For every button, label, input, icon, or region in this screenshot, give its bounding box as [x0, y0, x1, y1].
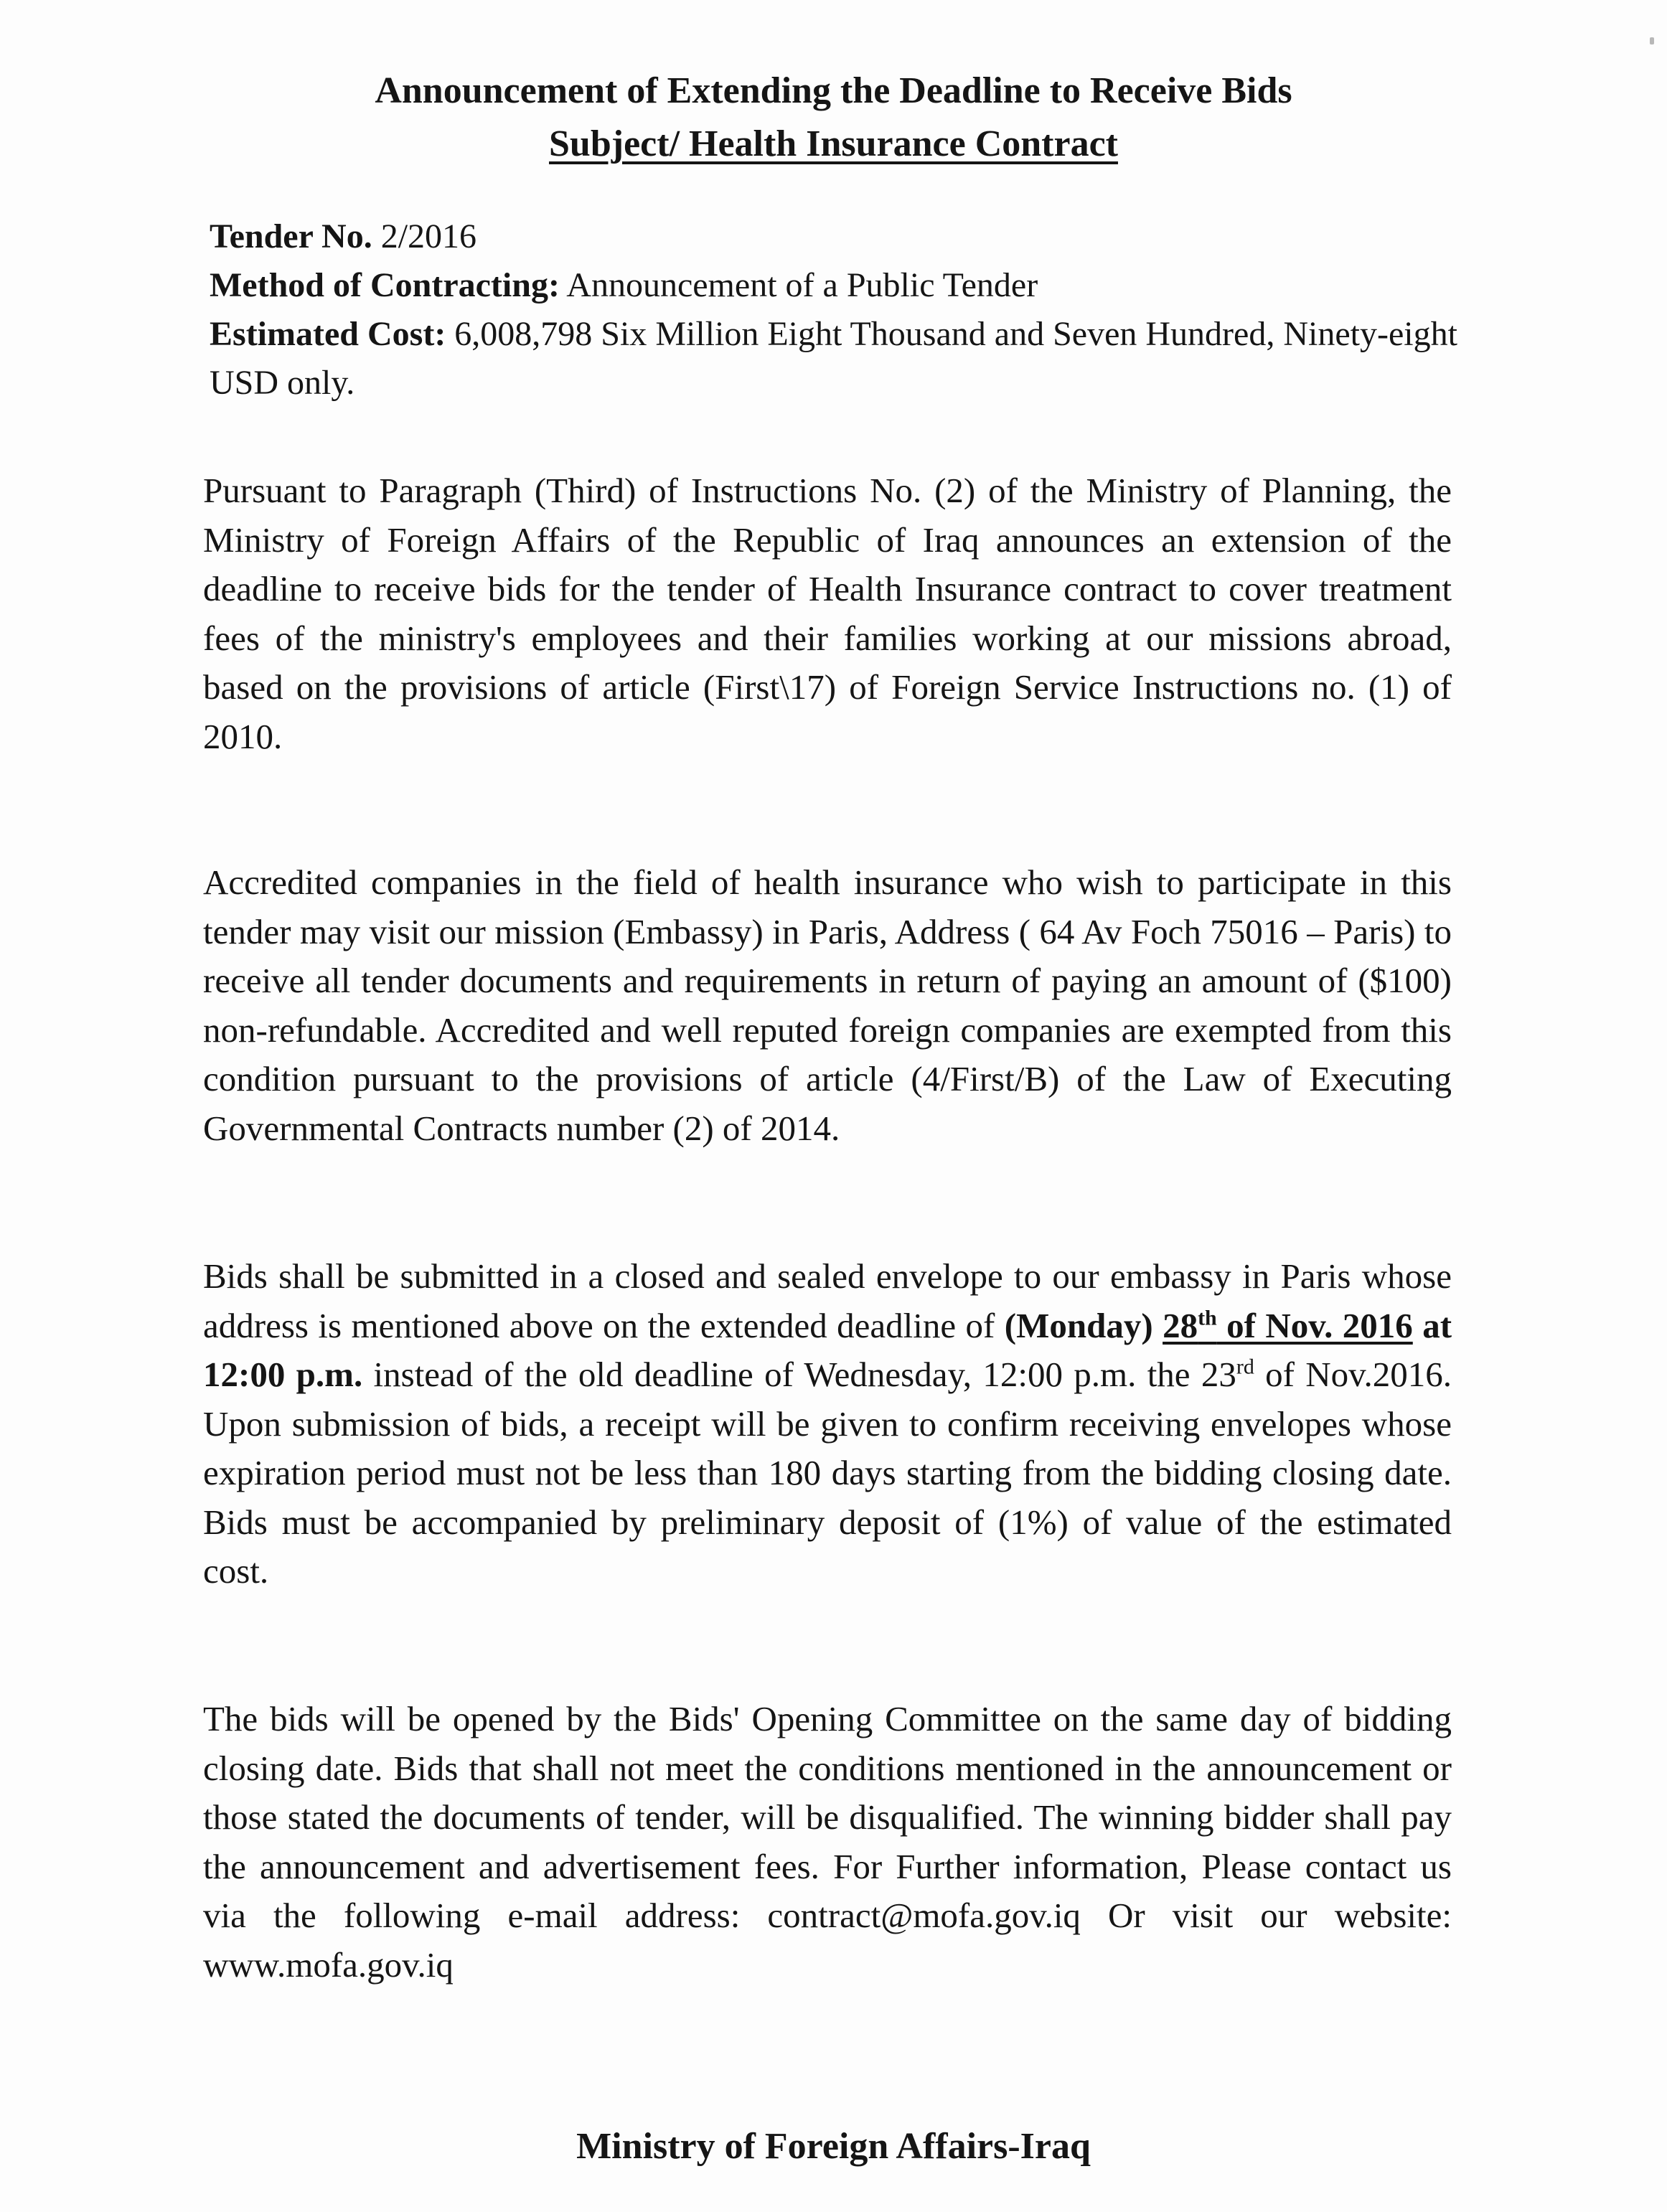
method-value: Announcement of a Public Tender: [566, 266, 1038, 304]
submission-intro: Bids shall be submitted in a closed and sealed envelope to our embassy in Paris whose address is mentioned above on the extended deadline of: [203, 1256, 1452, 1345]
method-label: Method of Contracting:: [210, 266, 560, 304]
cost-value: 6,008,798 Six Million Eight Thousand and Seven Hundred, Ninety-eight USD only.: [210, 315, 1457, 402]
deadline-date-day: 28: [1163, 1305, 1198, 1345]
cost-label: Estimated Cost:: [210, 315, 446, 353]
deadline-date-rest: of Nov. 2016: [1216, 1305, 1413, 1345]
scan-speck: [1650, 37, 1654, 44]
tender-number-value: 2/2016: [380, 217, 477, 255]
tender-number-label: Tender No.: [210, 217, 372, 255]
tender-details: [210, 212, 1458, 408]
method-line: [210, 261, 1458, 310]
paragraph-accredited-companies: Accredited companies in the field of health insurance who wish to participate in this tender may visit our mission (Embassy) in Paris, Address ( 64 Av Foch 75016 – Paris) to receive all tender documents and requirements in return of paying an amount of ($100) non-refundable. Accredited and well reputed foreign companies are exempted from this condition pursuant to the provisions of article (4/First/B) of the Law of Executing Governmental Contracts number (2) of 2014.: [203, 862, 1452, 1148]
paragraph-bid-opening: The bids will be opened by the Bids' Opening Committee on the same day of bidding closing date. Bids that shall not meet the conditions mentioned in the announcement or those stated the documents of tender, will be disqualified. The winning bidder shall pay the announcement and advertisement fees. For Further information, Please contact us via the following e-mail address: contract@mofa.gov.iq Or visit our website: www.mofa.gov.iq: [203, 1699, 1452, 1985]
old-deadline-text: instead of the old deadline of Wednesday, 12:00 p.m. the 23: [362, 1355, 1236, 1394]
cost-line: [210, 310, 1458, 408]
subtitle-text: Subject/ Health Insurance Contract: [549, 123, 1118, 164]
paragraph-pursuant: Pursuant to Paragraph (Third) of Instructions No. (2) of the Ministry of Planning, the Ministry of Foreign Affairs of the Republic of Iraq announces an extension of the deadline to receive bids for the tender of Health Insurance contract to cover treatment fees of the ministry's employees and their families working at our missions abroad, based on the provisions of article (First\17) of Foreign Service Instructions no. (1) of 2010.: [203, 471, 1452, 756]
document-title: Announcement of Extending the Deadline to Receive Bids: [375, 70, 1292, 111]
deadline-time: at 12:00 p.m.: [203, 1305, 1452, 1394]
tender-number-line: [210, 212, 1458, 261]
deadline-date-suffix: th: [1198, 1306, 1217, 1330]
signature: Ministry of Foreign Affairs-Iraq: [576, 2126, 1091, 2167]
submission-rest: of Nov.2016. Upon submission of bids, a receipt will be given to confirm receiving envelopes whose expiration period must not be less than 180 days starting from the bidding closing date. Bids must be accompanied by preliminary deposit of (1%) of value of the estimated cost.: [203, 1355, 1452, 1591]
document-subtitle: [0, 119, 1667, 169]
deadline-day: (Monday): [1004, 1305, 1153, 1345]
deadline-date: [1163, 1306, 1413, 1345]
old-deadline-suffix: rd: [1236, 1355, 1254, 1379]
paragraph-bid-submission: [203, 1252, 1452, 1596]
